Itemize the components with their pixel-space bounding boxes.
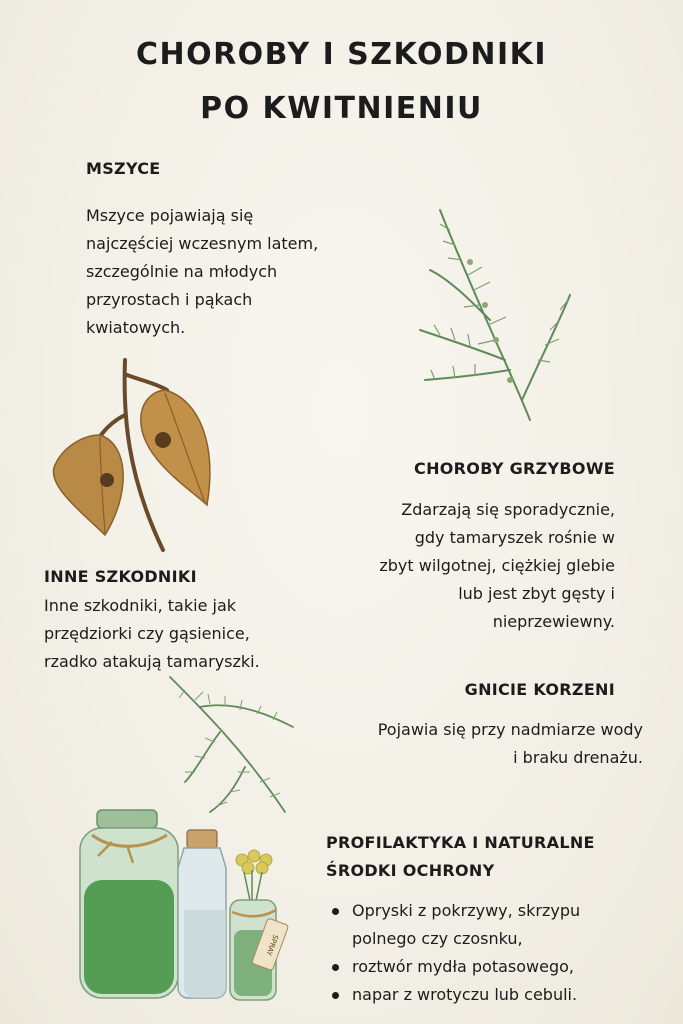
dry-leaves-icon xyxy=(45,355,220,555)
list-item-continuation: polnego czy czosnku, xyxy=(352,929,523,948)
page-title xyxy=(0,28,683,136)
choroby-line: lub jest zbyt gęsty i xyxy=(458,584,615,603)
choroby-line: Zdarzają się sporadycznie, xyxy=(401,500,615,519)
inne-text xyxy=(44,592,260,676)
mszyce-heading: MSZYCE xyxy=(86,159,161,178)
mszyce-line: szczególnie na młodych xyxy=(86,262,278,281)
choroby-line: nieprzewiewny. xyxy=(492,612,615,631)
title-line-2: PO KWITNIENIU xyxy=(200,91,483,126)
gnicie-line: i braku drenażu. xyxy=(513,748,643,767)
list-item: Opryski z pokrzywy, skrzypu xyxy=(328,897,580,925)
inne-line: przędziorki czy gąsienice, xyxy=(44,624,250,643)
inne-heading: INNE SZKODNIKI xyxy=(44,567,197,586)
choroby-line: gdy tamaryszek rośnie w xyxy=(414,528,615,547)
mszyce-line: Mszyce pojawiają się xyxy=(86,206,254,225)
juniper-branch-icon xyxy=(410,200,580,425)
list-item xyxy=(328,925,580,953)
gnicie-text xyxy=(378,716,643,772)
profilaktyka-list xyxy=(328,897,580,1009)
gnicie-heading: GNICIE KORZENI xyxy=(464,680,615,699)
title-line-1: CHOROBY I SZKODNIKI xyxy=(135,37,548,72)
profilaktyka-heading-line: PROFILAKTYKA I NATURALNE xyxy=(326,833,595,852)
choroby-heading: CHOROBY GRZYBOWE xyxy=(414,459,615,478)
mszyce-line: przyrostach i pąkach xyxy=(86,290,253,309)
list-item: roztwór mydła potasowego, xyxy=(328,953,580,981)
choroby-text xyxy=(379,496,615,636)
mszyce-line: kwiatowych. xyxy=(86,318,186,337)
jar-tag-label: SPRAY xyxy=(264,933,280,957)
choroby-line: zbyt wilgotnej, ciężkiej glebie xyxy=(379,556,615,575)
gnicie-line: Pojawia się przy nadmiarze wody xyxy=(377,720,643,739)
list-item: napar z wrotyczu lub cebuli. xyxy=(328,981,580,1009)
profilaktyka-heading-line: ŚRODKI OCHRONY xyxy=(326,861,495,880)
profilaktyka-heading xyxy=(326,829,595,885)
inne-line: rzadko atakują tamaryszki. xyxy=(44,652,260,671)
jars-icon xyxy=(72,800,302,1010)
mszyce-line: najczęściej wczesnym latem, xyxy=(86,234,319,253)
mszyce-text xyxy=(86,202,318,342)
inne-line: Inne szkodniki, takie jak xyxy=(44,596,237,615)
